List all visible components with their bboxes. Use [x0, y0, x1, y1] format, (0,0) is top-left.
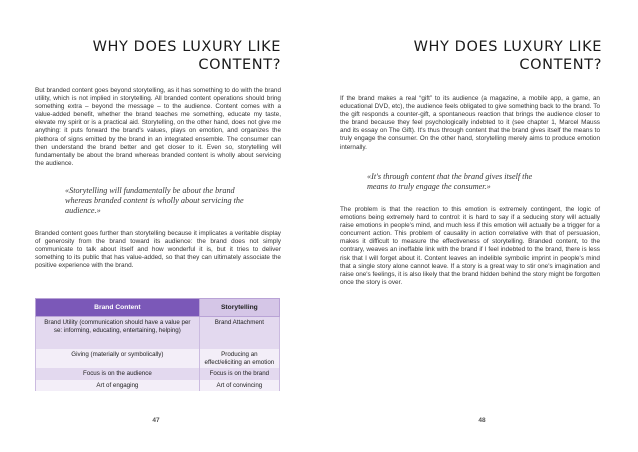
- right-page-title: WHY DOES LUXURY LIKE CONTENT?: [413, 39, 602, 73]
- right-body-paragraph-2: The problem is that the reaction to this emotion is extremely contingent, the logic of emotions being extremely hard to control: it is hard to say if a seducing story will actually raise emotions in people's mind, and much less if this emotion will actually be a trigger for a concurrent action. This problem of causality in action correlative with that of persuasion, makes it difficult to measure the effectiveness of storytelling. Branded content, to the contrary, weaves an ineffable link with the brand if I feel indebted to the brand, there is less risk that I will forget about it. Content leaves an indelible symbolic imprint in people's mind that a single story alone cannot leave. If a story is a great way to stir one's imagination and raise one's feelings, it is also likely that the brand hidden behind the story might be forgotten once the story is over.: [340, 206, 600, 286]
- table-cell: Brand Attachment: [199, 317, 279, 350]
- left-page-title: WHY DOES LUXURY LIKE CONTENT?: [92, 39, 281, 73]
- left-body-paragraph-2: Branded content goes further than storytelling because it implicates a veritable display of generosity from the brand toward its audience: the brand does not simply communicate to talk about itself and how wonderful it is, but it tries to deliver something to its public that has value-added, so that they can ultimately associate the positive experience with the brand.: [35, 230, 281, 270]
- comparison-table: [35, 298, 280, 391]
- table-row: [36, 349, 280, 368]
- table-cell: Focus is on the audience: [36, 368, 200, 380]
- page-number-right: 48: [478, 417, 486, 424]
- left-pull-quote: «Storytelling will fundamentally be about the brand whereas branded content is wholly about servicing the audience.»: [65, 186, 244, 216]
- page-number-left: 47: [152, 417, 160, 424]
- table-cell: Focus is on the brand: [199, 368, 279, 380]
- table-header-brand-content: Brand Content: [36, 299, 200, 317]
- table-header-row: [36, 299, 280, 317]
- table-row: [36, 368, 280, 380]
- table-header-storytelling: Storytelling: [199, 299, 279, 317]
- table-cell: Giving (materially or symbolically): [36, 349, 200, 368]
- right-pull-quote: «It's through content that the brand gives itself the means to truly engage the consumer.»: [367, 172, 533, 192]
- table-cell: Art of engaging: [36, 380, 200, 392]
- table-cell: Brand Utility (communication should have a value per se: informing, educating, entertaining, helping): [36, 317, 200, 350]
- left-body-paragraph-1: But branded content goes beyond storytelling, as it has something to do with the brand utility, which is not implied in storytelling. All branded content operations should bring something extra – beyond the message – to the audience. Content comes with a value-added benefit, whether the brand teaches me something, educate my taste, elevate my spirit or is a practical aid. Storytelling, on the other hand, does not give me anything: it puts forward the brand's values, plays on emotion, and organizes the plethora of signs emitted by the brand in an integrated ensemble. The consumer can then understand the brand better and get closer to it. Even so, storytelling will fundamentally be about the brand whereas branded content is wholly about servicing the audience.: [35, 87, 281, 167]
- table-row: [36, 380, 280, 392]
- table-cell: Art of convincing: [199, 380, 279, 392]
- table-row: [36, 317, 280, 350]
- table-cell: Producing an effect/eliciting an emotion: [199, 349, 279, 368]
- right-page: [319, 0, 638, 452]
- right-body-paragraph-1: If the brand makes a real “gift” to its audience (a magazine, a mobile app, a game, an educational DVD, etc), the audience feels obligated to give something back to the brand. To the gift responds a counter-gift, a spontaneous reaction that brings the audience closer to the brand because they feel psychologically indebted to it (see chapter 1, Marcel Mauss and its essay on The Gift). It's thus through content that the brand gives itself the means to truly engage the consumer. On the other hand, storytelling merely aims to produce emotion internally.: [340, 95, 600, 151]
